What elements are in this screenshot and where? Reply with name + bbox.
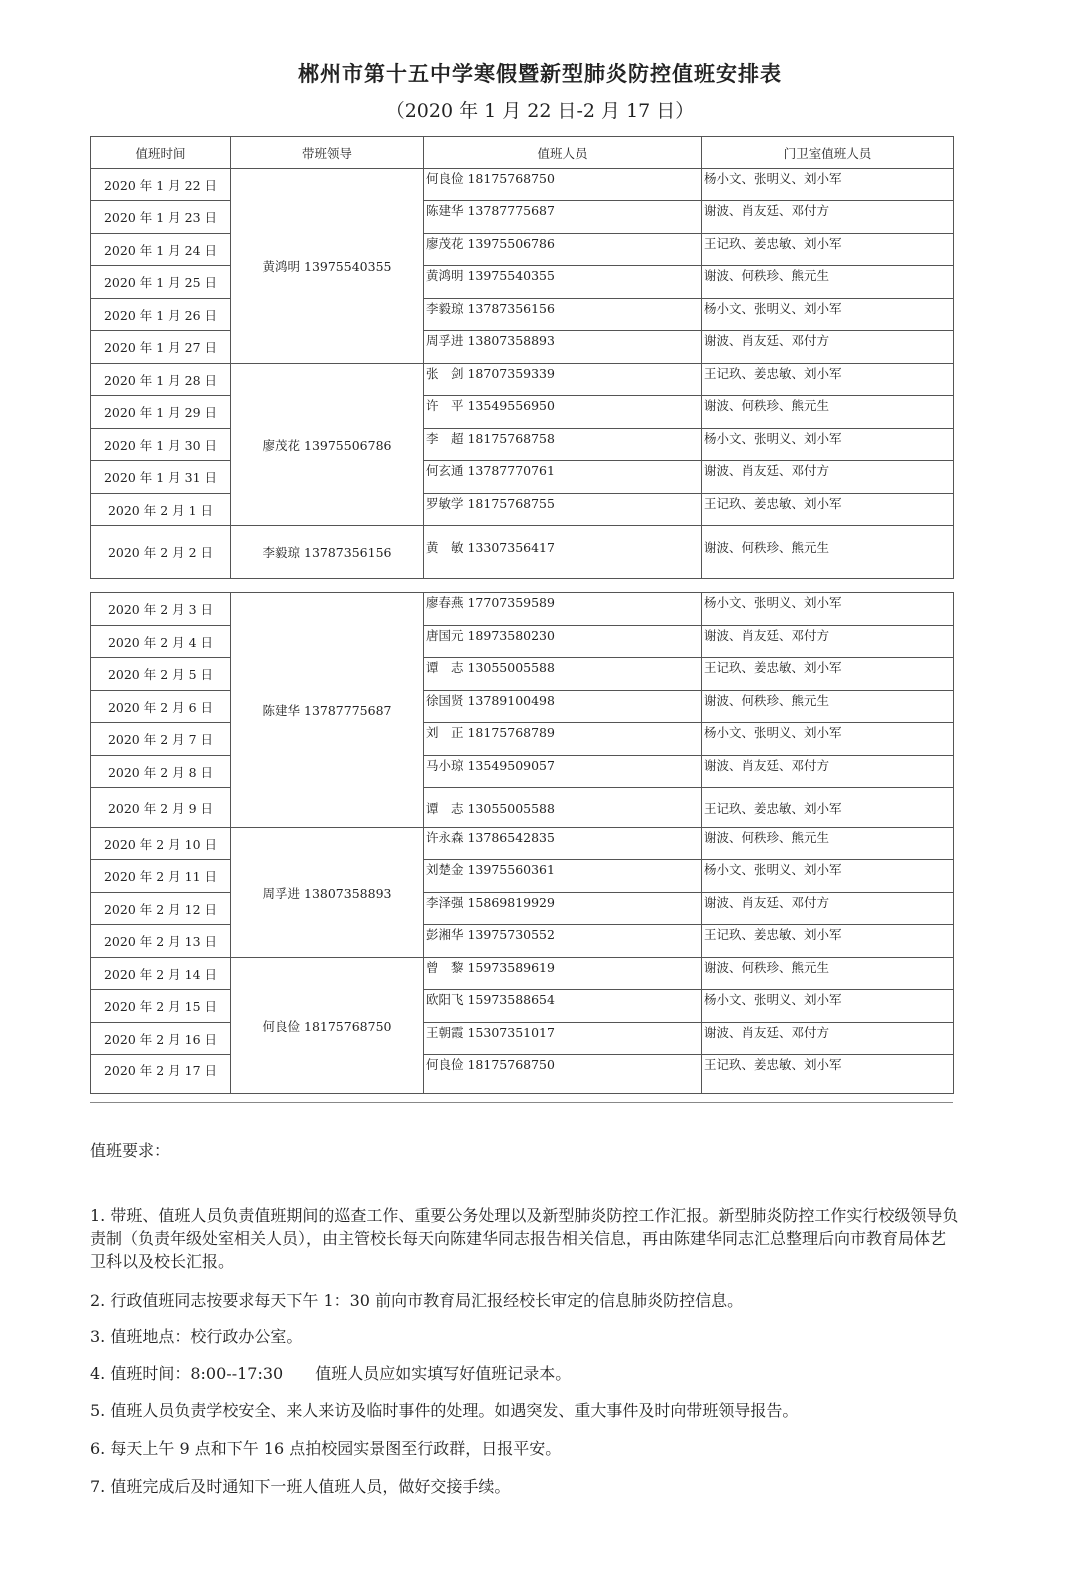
duty-staff: 何良俭 18175768750 [424, 169, 702, 201]
duty-date: 2020 年 2 月 11 日 [91, 860, 231, 893]
duty-staff: 李泽强 15869819929 [424, 893, 702, 925]
requirement-item: 3. 值班地点：校行政办公室。 [90, 1327, 303, 1346]
table-row [91, 461, 954, 494]
table-row [91, 756, 954, 788]
gate-staff: 谢波、肖友廷、邓付方 [702, 756, 954, 788]
duty-date: 2020 年 1 月 23 日 [91, 201, 231, 234]
table-row [91, 691, 954, 723]
table-row [91, 626, 954, 658]
table-row [91, 526, 954, 579]
duty-date: 2020 年 1 月 25 日 [91, 266, 231, 299]
schedule-table-part-2 [90, 592, 954, 1094]
document-subtitle: （2020 年 1 月 22 日-2 月 17 日） [385, 100, 695, 122]
gate-staff: 谢波、何秩珍、熊元生 [702, 691, 954, 723]
duty-staff: 刘 正 18175768789 [424, 723, 702, 756]
table-row [91, 331, 954, 364]
duty-staff: 唐国元 18973580230 [424, 626, 702, 658]
gate-staff: 杨小文、张明义、刘小军 [702, 593, 954, 626]
duty-staff: 周孚进 13807358893 [424, 331, 702, 364]
gate-staff: 杨小文、张明义、刘小军 [702, 990, 954, 1023]
gate-staff: 谢波、何秩珍、熊元生 [702, 526, 954, 579]
section-divider [90, 1102, 953, 1103]
table-row [91, 788, 954, 828]
duty-staff: 张 剑 18707359339 [424, 364, 702, 396]
duty-staff: 王朝霞 15307351017 [424, 1023, 702, 1055]
duty-date: 2020 年 1 月 31 日 [91, 461, 231, 494]
duty-staff: 黄鸿明 13975540355 [424, 266, 702, 299]
gate-staff: 谢波、肖友廷、邓付方 [702, 893, 954, 925]
duty-leader: 陈建华 13787775687 [231, 593, 424, 828]
duty-date: 2020 年 1 月 24 日 [91, 234, 231, 266]
requirement-item: 6. 每天上午 9 点和下午 16 点拍校园实景图至行政群，日报平安。 [90, 1439, 562, 1458]
duty-staff: 马小琼 13549509057 [424, 756, 702, 788]
duty-staff: 罗敏学 18175768755 [424, 494, 702, 526]
table-row [91, 658, 954, 691]
duty-staff: 许 平 13549556950 [424, 396, 702, 429]
table-row [91, 1055, 954, 1094]
gate-staff: 谢波、何秩珍、熊元生 [702, 396, 954, 429]
schedule-table-part-1 [90, 136, 954, 579]
duty-staff: 廖茂花 13975506786 [424, 234, 702, 266]
table-row [91, 958, 954, 990]
duty-date: 2020 年 2 月 7 日 [91, 723, 231, 756]
duty-staff: 何玄通 13787770761 [424, 461, 702, 494]
table-row [91, 1023, 954, 1055]
duty-leader: 廖茂花 13975506786 [231, 364, 424, 526]
table-row [91, 364, 954, 396]
duty-date: 2020 年 1 月 28 日 [91, 364, 231, 396]
gate-staff: 王记玖、姜忠敏、刘小军 [702, 494, 954, 526]
gate-staff: 王记玖、姜忠敏、刘小军 [702, 234, 954, 266]
duty-date: 2020 年 2 月 14 日 [91, 958, 231, 990]
gate-staff: 杨小文、张明义、刘小军 [702, 860, 954, 893]
gate-staff: 谢波、何秩珍、熊元生 [702, 828, 954, 860]
table-row [91, 893, 954, 925]
duty-staff: 欧阳飞 15973588654 [424, 990, 702, 1023]
duty-staff: 陈建华 13787775687 [424, 201, 702, 234]
header-gate: 门卫室值班人员 [702, 137, 954, 169]
gate-staff: 杨小文、张明义、刘小军 [702, 429, 954, 461]
duty-date: 2020 年 2 月 12 日 [91, 893, 231, 925]
duty-staff: 黄 敏 13307356417 [424, 526, 702, 579]
gate-staff: 王记玖、姜忠敏、刘小军 [702, 364, 954, 396]
duty-staff: 许永森 13786542835 [424, 828, 702, 860]
gate-staff: 谢波、肖友廷、邓付方 [702, 626, 954, 658]
table-row [91, 266, 954, 299]
table-row [91, 396, 954, 429]
gate-staff: 杨小文、张明义、刘小军 [702, 169, 954, 201]
duty-date: 2020 年 2 月 10 日 [91, 828, 231, 860]
duty-date: 2020 年 2 月 4 日 [91, 626, 231, 658]
duty-leader: 黄鸿明 13975540355 [231, 169, 424, 364]
header-leader: 带班领导 [231, 137, 424, 169]
requirement-item: 7. 值班完成后及时通知下一班人值班人员，做好交接手续。 [90, 1477, 511, 1496]
gate-staff: 王记玖、姜忠敏、刘小军 [702, 788, 954, 828]
table-row [91, 723, 954, 756]
table-row [91, 299, 954, 331]
duty-date: 2020 年 2 月 2 日 [91, 526, 231, 579]
duty-date: 2020 年 1 月 27 日 [91, 331, 231, 364]
gate-staff: 谢波、何秩珍、熊元生 [702, 958, 954, 990]
table-row [91, 828, 954, 860]
table-row [91, 925, 954, 958]
table-row [91, 234, 954, 266]
requirement-item: 2. 行政值班同志按要求每天下午 1：30 前向市教育局汇报经校长审定的信息肺炎防控信息。 [90, 1291, 744, 1310]
document-title: 郴州市第十五中学寒假暨新型肺炎防控值班安排表 [298, 61, 782, 86]
requirement-item: 4. 值班时间：8:00--17:30 值班人员应如实填写好值班记录本。 [90, 1364, 572, 1383]
duty-staff: 彭湘华 13975730552 [424, 925, 702, 958]
duty-date: 2020 年 1 月 29 日 [91, 396, 231, 429]
table-header-row [91, 137, 954, 169]
duty-date: 2020 年 2 月 1 日 [91, 494, 231, 526]
duty-date: 2020 年 2 月 17 日 [91, 1055, 231, 1094]
duty-staff: 廖春燕 17707359589 [424, 593, 702, 626]
duty-staff: 谭 志 13055005588 [424, 658, 702, 691]
duty-date: 2020 年 2 月 13 日 [91, 925, 231, 958]
header-date: 值班时间 [91, 137, 231, 169]
gate-staff: 王记玖、姜忠敏、刘小军 [702, 1055, 954, 1094]
table-row [91, 494, 954, 526]
table-row [91, 990, 954, 1023]
gate-staff: 谢波、何秩珍、熊元生 [702, 266, 954, 299]
table-row [91, 201, 954, 234]
gate-staff: 谢波、肖友廷、邓付方 [702, 331, 954, 364]
duty-date: 2020 年 1 月 26 日 [91, 299, 231, 331]
duty-date: 2020 年 2 月 15 日 [91, 990, 231, 1023]
duty-date: 2020 年 2 月 8 日 [91, 756, 231, 788]
duty-date: 2020 年 2 月 9 日 [91, 788, 231, 828]
duty-date: 2020 年 2 月 6 日 [91, 691, 231, 723]
duty-staff: 谭 志 13055005588 [424, 788, 702, 828]
duty-staff: 何良俭 18175768750 [424, 1055, 702, 1094]
duty-staff: 刘楚金 13975560361 [424, 860, 702, 893]
duty-staff: 李毅琼 13787356156 [424, 299, 702, 331]
requirement-item: 5. 值班人员负责学校安全、来人来访及临时事件的处理。如遇突发、重大事件及时向带班领导报告。 [90, 1401, 799, 1420]
duty-staff: 曾 黎 15973589619 [424, 958, 702, 990]
duty-date: 2020 年 2 月 3 日 [91, 593, 231, 626]
gate-staff: 王记玖、姜忠敏、刘小军 [702, 658, 954, 691]
table-row [91, 593, 954, 626]
gate-staff: 杨小文、张明义、刘小军 [702, 299, 954, 331]
duty-date: 2020 年 1 月 30 日 [91, 429, 231, 461]
duty-staff: 徐国贤 13789100498 [424, 691, 702, 723]
gate-staff: 谢波、肖友廷、邓付方 [702, 201, 954, 234]
duty-leader: 李毅琼 13787356156 [231, 526, 424, 579]
gate-staff: 谢波、肖友廷、邓付方 [702, 461, 954, 494]
gate-staff: 王记玖、姜忠敏、刘小军 [702, 925, 954, 958]
duty-date: 2020 年 2 月 16 日 [91, 1023, 231, 1055]
duty-date: 2020 年 2 月 5 日 [91, 658, 231, 691]
table-row [91, 169, 954, 201]
requirement-item: 1. 带班、值班人员负责值班期间的巡查工作、重要公务处理以及新型肺炎防控工作汇报。新型肺炎防控工作实行校级领导负责制（负责年级处室相关人员），由主管校长每天向陈建华同志报告相关信息，再由陈建华同志汇总整理后向市教育局体艺卫科以及校长汇报。 [90, 1206, 959, 1271]
gate-staff: 杨小文、张明义、刘小军 [702, 723, 954, 756]
gate-staff: 谢波、肖友廷、邓付方 [702, 1023, 954, 1055]
requirements-heading: 值班要求： [90, 1141, 171, 1160]
duty-date: 2020 年 1 月 22 日 [91, 169, 231, 201]
duty-leader: 周孚进 13807358893 [231, 828, 424, 958]
header-staff: 值班人员 [424, 137, 702, 169]
duty-leader: 何良俭 18175768750 [231, 958, 424, 1094]
table-row [91, 860, 954, 893]
table-row [91, 429, 954, 461]
duty-staff: 李 超 18175768758 [424, 429, 702, 461]
